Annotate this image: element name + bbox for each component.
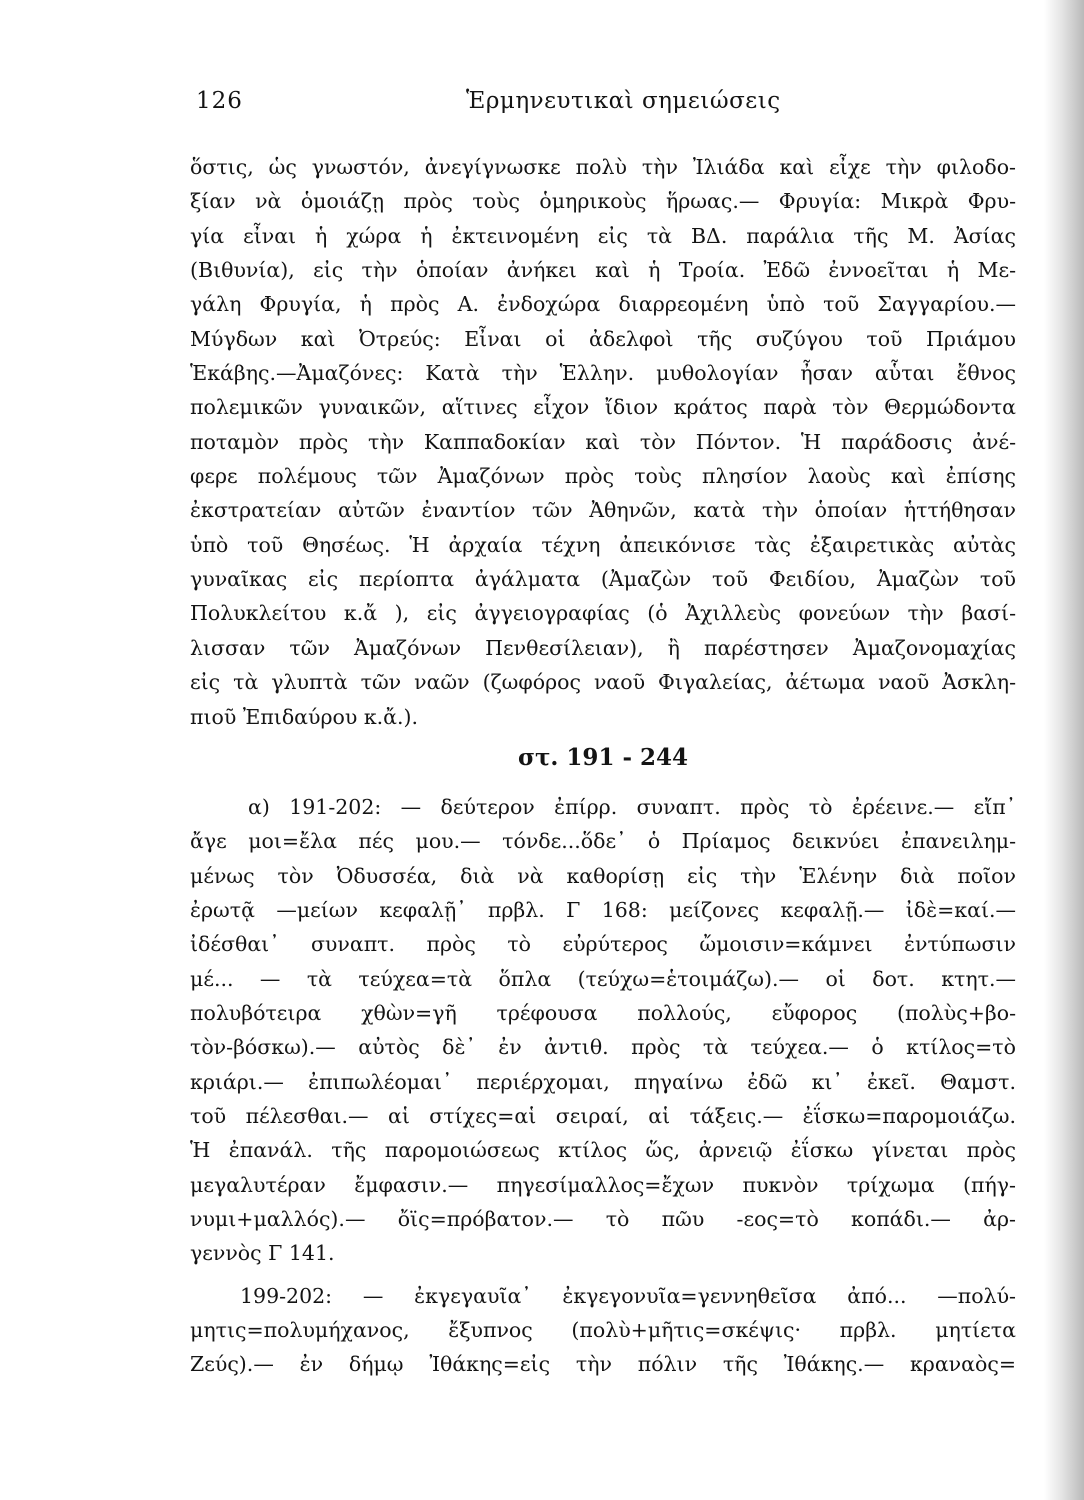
text-line: γυναῖκας εἰς περίοπτα ἀγάλματα (Ἀμαζὼν τοῦ Φειδίου, Ἀμαζὼν τοῦ (190, 567, 1016, 592)
text-line: τὸν-βόσκω).— αὐτὸς δὲ᾽ ἐν ἀντιθ. πρὸς τὰ τεύχεα.— ὁ κτίλος=τὸ (190, 1035, 1016, 1060)
running-title: Ἑρμηνευτικαὶ σημειώσεις (466, 88, 781, 114)
text-line: ποταμὸν πρὸς τὴν Καππαδοκίαν καὶ τὸν Πόντον. Ἡ παράδοσις ἀνέ- (190, 429, 1016, 454)
text-line: νυμι+μαλλός).— ὄϊς=πρόβατον.— τὸ πῶυ -εος=τὸ κοπάδι.— ἀρ- (190, 1206, 1016, 1231)
text-line: ὅστις, ὡς γνωστόν, ἀνεγίγνωσκε πολὺ τὴν Ἰλιάδα καὶ εἶχε τὴν φιλοδο- (190, 155, 1016, 179)
paragraph-commentary-199-202 (190, 1279, 1016, 1382)
text-line: μένως τὸν Ὀδυσσέα, διὰ νὰ καθορίσῃ εἰς τὴν Ἑλένην διὰ ποῖον (190, 863, 1016, 888)
text-line: πιοῦ Ἐπιδαύρου κ.ἄ.). (190, 704, 419, 729)
text-line: μέ... — τὰ τεύχεα=τὰ ὅπλα (τεύχω=ἑτοιμάζω).— οἱ δοτ. κτητ.— (190, 966, 1016, 991)
text-line: εἰς τὰ γλυπτὰ τῶν ναῶν (ζωφόρος ναοῦ Φιγαλείας, ἀέτωμα ναοῦ Ἀσκλη- (190, 670, 1016, 695)
text-line: πολεμικῶν γυναικῶν, αἵτινες εἶχον ἴδιον κράτος παρὰ τὸν Θερμώδοντα (190, 395, 1016, 420)
page-number: 126 (196, 88, 243, 114)
text-line: γάλη Φρυγία, ἡ πρὸς Α. ἐνδοχώρα διαρρεομένη ὑπὸ τοῦ Σαγγαρίου.— (190, 292, 1016, 317)
running-header (196, 88, 1016, 128)
page-edge-shadow (1044, 0, 1084, 1500)
text-line: Μύγδων καὶ Ὀτρεύς: Εἶναι οἱ ἀδελφοὶ τῆς συζύγου τοῦ Πριάμου (190, 326, 1016, 351)
page-body (190, 150, 1016, 1382)
text-line: Ζεύς).— ἐν δήμῳ Ἰθάκης=εἰς τὴν πόλιν τῆς Ἰθάκης.— κραναὸς= (190, 1352, 1016, 1377)
text-line: (Βιθυνία), εἰς τὴν ὁποίαν ἀνήκει καὶ ἡ Τροία. Ἐδῶ ἐννοεῖται ἡ Με- (190, 258, 1016, 283)
text-line: λισσαν τῶν Ἀμαζόνων Πενθεσίλειαν), ἢ παρέστησεν Ἀμαζονομαχίας (190, 635, 1016, 660)
text-line: φερε πολέμους τῶν Ἀμαζόνων πρὸς τοὺς πλησίον λαοὺς καὶ ἐπίσης (190, 464, 1016, 489)
text-line: γία εἶναι ἡ χώρα ἡ ἐκτεινομένη εἰς τὰ ΒΔ. παράλια τῆς Μ. Ἀσίας (190, 223, 1016, 248)
text-line: 199-202: — ἐκγεγαυῖα᾽ ἐκγεγονυῖα=γεννηθεῖσα ἀπό... —πολύ- (240, 1283, 1016, 1308)
text-line: γεννὸς Γ 141. (190, 1241, 335, 1266)
paragraph-gap (190, 1271, 1016, 1279)
text-line: ἐρωτᾷ —μείων κεφαλῇ᾽ πρβλ. Γ 168: μείζονες κεφαλῇ.— ἰδὲ=καί.— (190, 897, 1016, 922)
text-line: μητις=πολυμήχανος, ἔξυπνος (πολὺ+μῆτις=σκέψις· πρβλ. μητίετα (190, 1318, 1016, 1342)
paragraph-commentary-191-202 (190, 790, 1016, 1271)
text-line: ξίαν νὰ ὁμοιάζῃ πρὸς τοὺς ὁμηρικοὺς ἥρωας.— Φρυγία: Μικρὰ Φρυ- (190, 189, 1016, 214)
text-line: Ἑκάβης.—Ἀμαζόνες: Κατὰ τὴν Ἑλλην. μυθολογίαν ἦσαν αὗται ἔθνος (190, 361, 1016, 386)
section-heading: στ. 191 - 244 (517, 743, 689, 771)
text-line: ἰδέσθαι᾽ συναπτ. πρὸς τὸ εὐρύτερος ὤμοισιν=κάμνει ἐντύπωσιν (190, 932, 1016, 957)
text-line: τοῦ πέλεσθαι.— αἱ στίχες=αἱ σειραί, αἱ τάξεις.— ἐΐσκω=παρομοιάζω. (190, 1103, 1016, 1128)
text-line: Πολυκλείτου κ.ἄ ), εἰς ἀγγειογραφίας (ὁ Ἀχιλλεὺς φονεύων τὴν βασί- (190, 601, 1016, 626)
text-line: ἄγε μοι=ἔλα πές μου.— τόνδε...ὅδε᾽ ὁ Πρίαμος δεικνύει ἐπανειλημ- (190, 829, 1016, 854)
paragraph-amazons (190, 150, 1016, 734)
text-line: κριάρι.— ἐπιπωλέομαι᾽ περιέρχομαι, πηγαίνω ἐδῶ κι᾽ ἐκεῖ. Θαμστ. (190, 1069, 1016, 1094)
text-line: α) 191-202: — δεύτερον ἐπίρρ. συναπτ. πρὸς τὸ ἐρέεινε.— εἴπ᾽ (248, 794, 1016, 819)
text-line: πολυβότειρα χθὼν=γῆ τρέφουσα πολλούς, εὔφορος (πολὺς+βο- (190, 1000, 1016, 1025)
text-line: μεγαλυτέραν ἔμφασιν.— πηγεσίμαλλος=ἔχων πυκνὸν τρίχωμα (πήγ- (190, 1172, 1016, 1197)
text-line: ὑπὸ τοῦ Θησέως. Ἡ ἀρχαία τέχνη ἀπεικόνισε τὰς ἐξαιρετικὰς αὐτὰς (190, 532, 1016, 557)
text-line: Ἡ ἐπανάλ. τῆς παρομοιώσεως κτίλος ὥς, ἀρνειῷ ἐΐσκω γίνεται πρὸς (190, 1138, 1016, 1163)
text-line: ἐκστρατείαν αὐτῶν ἐναντίον τῶν Ἀθηνῶν, κατὰ τὴν ὁποίαν ἡττήθησαν (190, 498, 1016, 523)
